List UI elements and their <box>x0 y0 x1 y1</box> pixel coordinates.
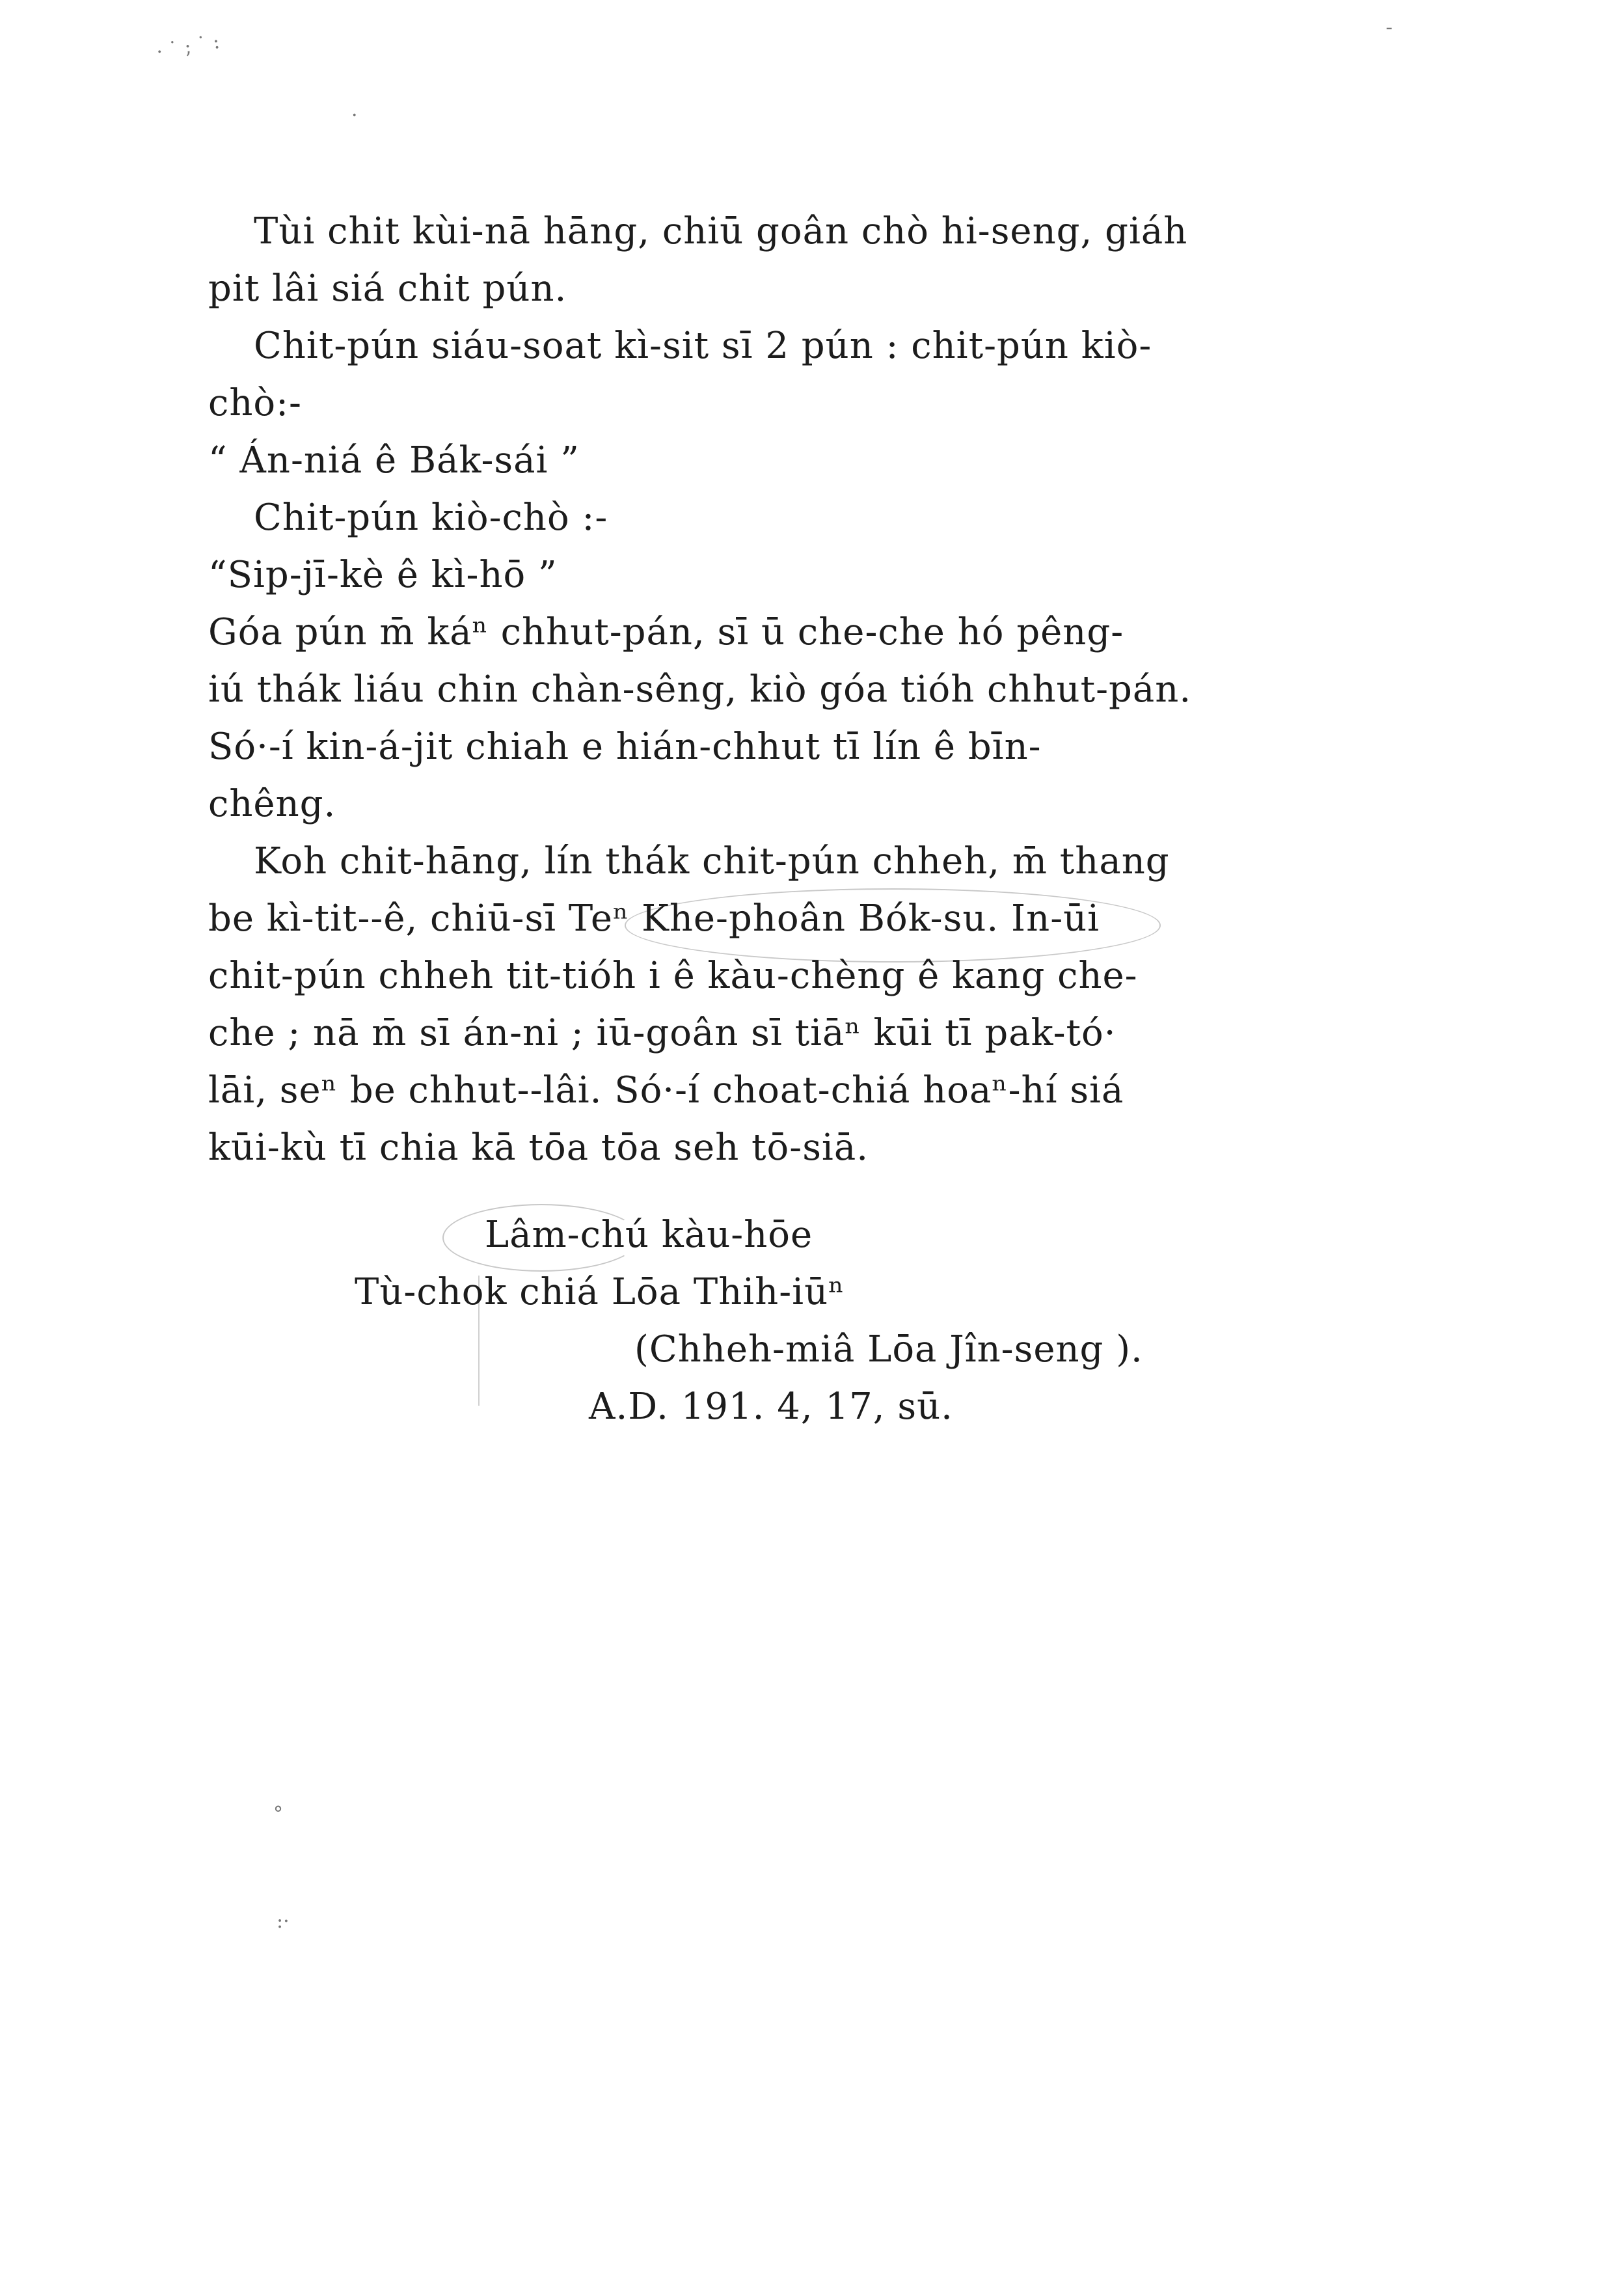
signature-book-name: (Chheh-miâ Lōa Jîn-seng ). <box>634 1328 1143 1371</box>
signature-church: Lâm-chú kàu-hōe <box>485 1214 813 1256</box>
paragraph1-line1: Tùi chit kùi-nā hāng, chiū goân chò hi-seng, giáh <box>254 210 1188 253</box>
paragraph2-line3: Chit-pún kiò-chò :- <box>254 497 608 539</box>
paragraph3-line1: Góa pún m̄ káⁿ chhut-pán, sī ū che-che hó pêng- <box>208 611 1124 653</box>
paragraph4-line2: be kì-tit--ê, chiū-sī Teⁿ Khe-phoân Bók-su. In-ūi <box>208 897 1100 940</box>
paragraph1-line2: pit lâi siá chit pún. <box>208 267 567 310</box>
text-line <box>208 208 1308 255</box>
scan-speck: :· <box>277 1910 290 1933</box>
signature-author: Tù-chok chiá Lōa Thih-iūⁿ <box>355 1271 845 1313</box>
paragraph4-line3: chit-pún chheh tit-tióh i ê kàu-chèng ê kang che- <box>208 955 1138 997</box>
paragraph4-line1: Koh chit-hāng, lín thák chit-pún chheh, m̄ thang <box>254 840 1170 882</box>
scan-speck: · <box>351 104 358 127</box>
book-title-2: “Sip-jī-kè ê kì-hō ” <box>208 554 558 596</box>
paragraph2-line2: chò:- <box>208 382 302 424</box>
paragraph4-line5: lāi, seⁿ be chhut--lâi. Só·-í choat-chiá hoaⁿ-hí siá <box>208 1069 1124 1112</box>
scan-speck: ° <box>273 1803 283 1825</box>
paragraph2-line1: Chit-pún siáu-soat kì-sit sī 2 pún : chit-pún kiò- <box>254 325 1152 367</box>
paragraph3-line3: Só·-í kin-á-jit chiah e hián-chhut tī lín ê bīn- <box>208 726 1042 768</box>
scan-speck: - <box>1386 16 1393 39</box>
scan-speck: · ˙ ; ˙ : <box>154 30 222 64</box>
paragraph4-line6: kūi-kù tī chia kā tōa tōa seh tō-siā. <box>208 1127 869 1169</box>
paragraph3-line2: iú thák liáu chin chàn-sêng, kiò góa tióh chhut-pán. <box>208 668 1192 711</box>
signature-date: A.D. 191. 4, 17, sū. <box>589 1386 953 1428</box>
paragraph3-line4: chêng. <box>208 783 336 825</box>
book-title-1: “ Án-niá ê Bák-sái ” <box>208 439 580 482</box>
paragraph4-line4: che ; nā m̄ sī án-ni ; iū-goân sī tiāⁿ kūi tī pak-tó· <box>208 1012 1116 1054</box>
